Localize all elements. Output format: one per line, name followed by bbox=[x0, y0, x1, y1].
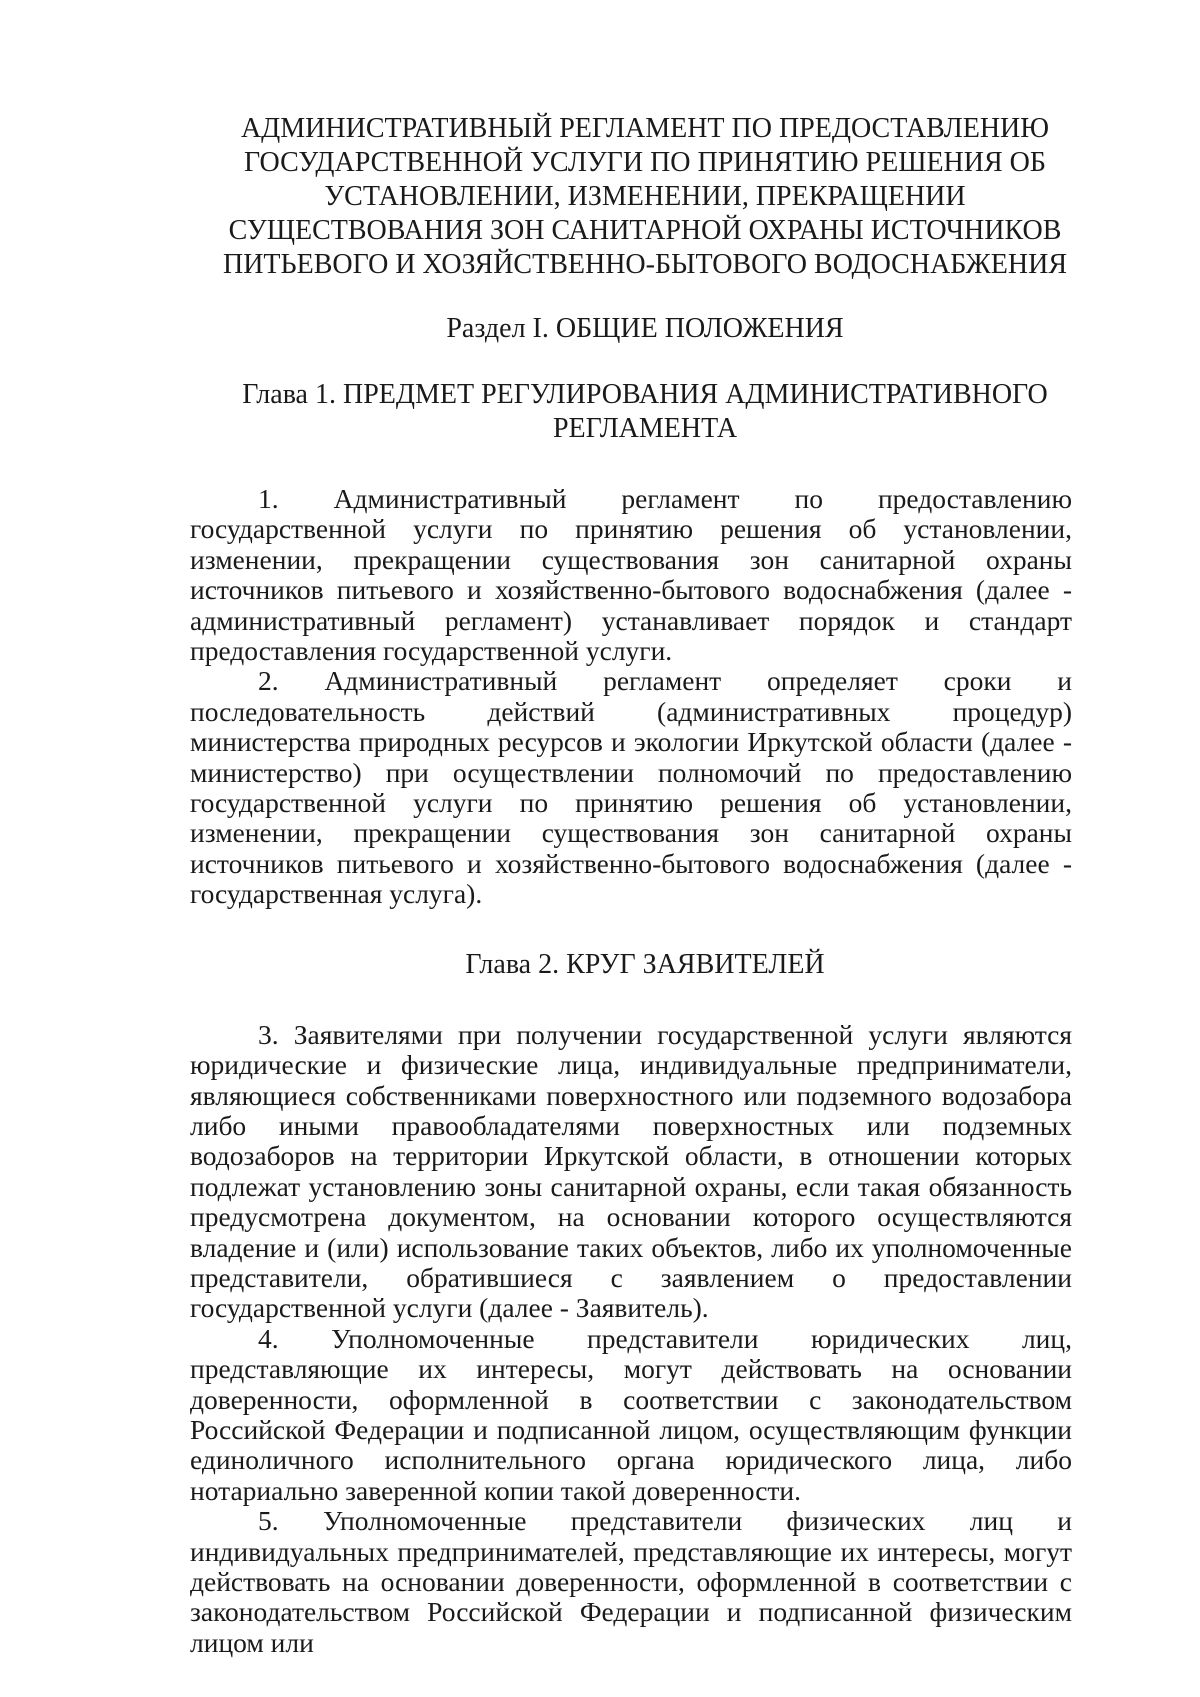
chapter-2-title: Глава 2. КРУГ ЗАЯВИТЕЛЕЙ bbox=[465, 948, 825, 980]
paragraph-2: 2. Административный регламент определяет сроки и последовательность действий (административных процедур) министерства природных ресурсов и экологии Иркутской области (далее - министерство) при осуществлении полномочий по предоставлению государственной услуги по принятию решения об установлении, изменении, прекращении существования зон санитарной охраны источников питьевого и хозяйственно-бытового водоснабжения (далее - государственная услуга). bbox=[190, 665, 1072, 910]
document-title: АДМИНИСТРАТИВНЫЙ РЕГЛАМЕНТ ПО ПРЕДОСТАВЛЕНИЮ ГОСУДАРСТВЕННОЙ УСЛУГИ ПО ПРИНЯТИЮ РЕШЕНИЯ ОБ УСТАНОВЛЕНИИ, ИЗМЕНЕНИИ, ПРЕКРАЩЕНИИ СУЩЕСТВОВАНИЯ ЗОН САНИТАРНОЙ ОХРАНЫ ИСТОЧНИКОВ ПИТЬЕВОГО И ХОЗЯЙСТВЕННО-БЫТОВОГО ВОДОСНАБЖЕНИЯ bbox=[222, 113, 1067, 280]
paragraph-5: 5. Уполномоченные представители физических лиц и индивидуальных предпринимателей, представляющие их интересы, могут действовать на основании доверенности, оформленной в соответствии с законодательством Российской Федерации и подписанной физическим лицом или bbox=[190, 1505, 1072, 1658]
paragraph-4: 4. Уполномоченные представители юридических лиц, представляющие их интересы, могут действовать на основании доверенности, оформленной в соответствии с законодательством Российской Федерации и подписанной лицом, осуществляющим функции единоличного исполнительного органа юридического лица, либо нотариально заверенной копии такой доверенности. bbox=[190, 1322, 1072, 1506]
section-title: Раздел I. ОБЩИЕ ПОЛОЖЕНИЯ bbox=[446, 313, 844, 344]
chapter-1-title: Глава 1. ПРЕДМЕТ РЕГУЛИРОВАНИЯ АДМИНИСТРАТИВНОГО РЕГЛАМЕНТА bbox=[242, 379, 1048, 444]
paragraph-1: 1. Административный регламент по предоставлению государственной услуги по принятию решения об установлении, изменении, прекращении существования зон санитарной охраны источников питьевого и хозяйственно-бытового водоснабжения (далее - административный регламент) устанавливает порядок и стандарт предоставления государственной услуги. bbox=[190, 483, 1072, 667]
paragraph-3: 3. Заявителями при получении государственной услуги являются юридические и физические лица, индивидуальные предприниматели, являющиеся собственниками поверхностного или подземного водозабора либо иными правообладателями поверхностных или подземных водозаборов на территории Иркутской области, в отношении которых подлежат установлению зоны санитарной охраны, если такая обязанность предусмотрена документом, на основании которого осуществляются владение и (или) использование таких объектов, либо их уполномоченные представители, обратившиеся с заявлением о предоставлении государственной услуги (далее - Заявитель). bbox=[190, 1018, 1072, 1324]
